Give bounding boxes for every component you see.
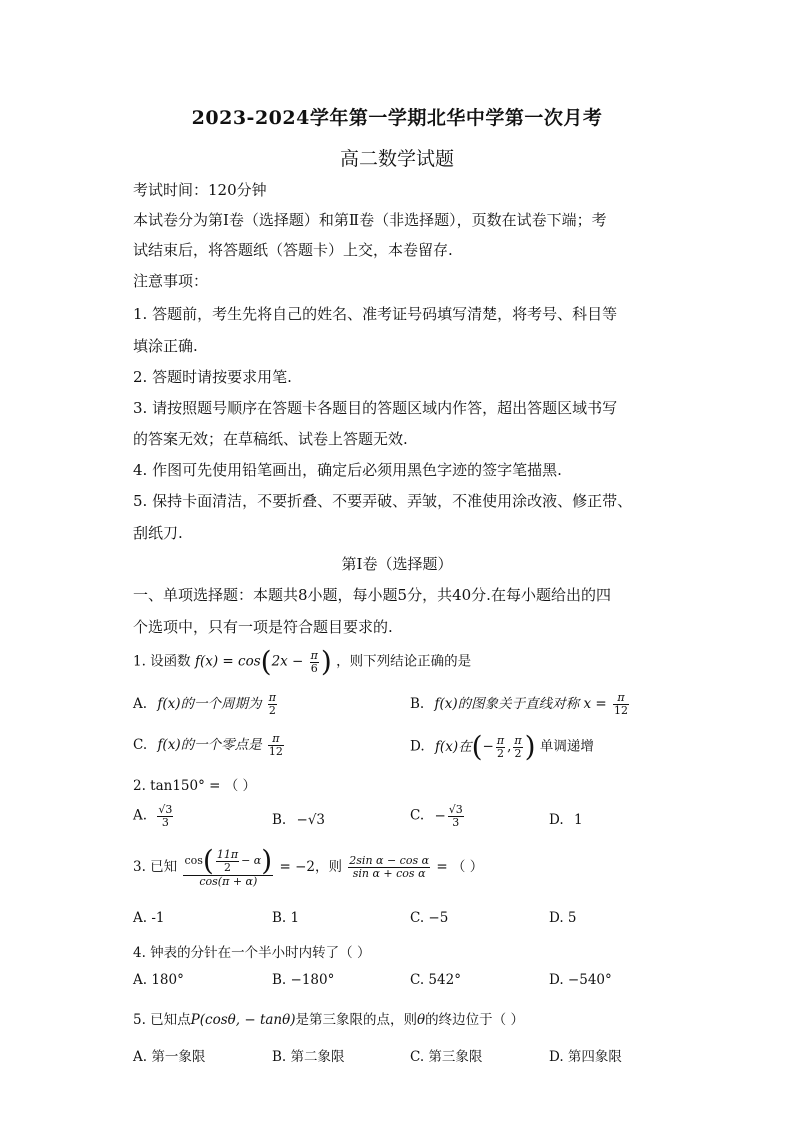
q3-inner-num: 11π bbox=[216, 847, 239, 861]
q2-a-num: √3 bbox=[158, 803, 173, 816]
q3-inner-den: 2 bbox=[223, 860, 231, 874]
q3-stem-b: = （ ） bbox=[436, 858, 484, 875]
q1-a-frac bbox=[268, 692, 277, 716]
q5-stem bbox=[133, 1008, 524, 1028]
q5-option-b: B. 第二象限 bbox=[272, 1049, 345, 1065]
section-title: 第Ⅰ卷（选择题） bbox=[341, 555, 453, 573]
q2-c-den: 3 bbox=[452, 815, 460, 829]
q1-a-text: f(x)的一个周期为 bbox=[157, 696, 262, 712]
notice-4: 4. 作图可先使用铅笔画出，确定后必须用黑色字迹的签字笔描黑. bbox=[133, 461, 562, 479]
q1-lparen: ( bbox=[260, 645, 272, 678]
q1-d-den2: 2 bbox=[514, 746, 522, 760]
notice-1b: 填涂正确. bbox=[133, 337, 198, 355]
q1-c-label: C. bbox=[133, 737, 148, 753]
q5-option-d: D. 第四象限 bbox=[549, 1049, 622, 1065]
q1-fx: f(x) = cos bbox=[194, 653, 261, 670]
q1-a-den: 2 bbox=[268, 704, 276, 717]
q3-lparen: ( bbox=[202, 844, 214, 877]
q1-d-rparen: ) bbox=[524, 730, 536, 763]
q2-option-d bbox=[549, 812, 583, 828]
exam-subtitle: 高二数学试题 bbox=[339, 148, 454, 170]
q3-frac2 bbox=[348, 855, 430, 879]
q5-point: P(cosθ, − tanθ) bbox=[190, 1012, 296, 1028]
q1-c-num: π bbox=[268, 733, 284, 746]
q1-b-x: x = bbox=[583, 696, 607, 712]
q1-b-den: 12 bbox=[613, 704, 628, 717]
q3-frac2-num: 2sin α − cos α bbox=[349, 854, 430, 868]
q5-stem-b: 是第三象限的点，则 bbox=[295, 1012, 418, 1028]
notice-5b: 刮纸刀. bbox=[133, 524, 183, 542]
q1-rparen: ) bbox=[320, 645, 332, 678]
q2-option-c bbox=[410, 804, 466, 828]
q1-option-b bbox=[410, 692, 631, 717]
q2-c-label: C. bbox=[410, 807, 425, 824]
q5-stem-c: 的终边位于（ ） bbox=[425, 1012, 524, 1028]
q1-c-frac bbox=[268, 733, 284, 757]
q3-rparen: ) bbox=[261, 844, 273, 877]
q2-a-frac bbox=[157, 804, 173, 828]
q2-stem: 2. tan150° = （ ） bbox=[133, 778, 257, 794]
q1-d-comma: , bbox=[507, 738, 512, 755]
q3-option-b: B. 1 bbox=[272, 910, 300, 926]
q1-b-text: f(x)的图象关于直线对称 bbox=[434, 696, 580, 712]
q1-d-label: D. bbox=[410, 738, 425, 755]
q1-d-lparen: ( bbox=[471, 730, 483, 763]
q3-option-a: A. -1 bbox=[133, 910, 165, 926]
q5-theta: θ bbox=[417, 1012, 426, 1028]
q1-stem bbox=[133, 645, 472, 678]
exam-time: 考试时间：120分钟 bbox=[133, 181, 267, 199]
q1-option-a bbox=[133, 692, 279, 717]
q1-stem-a: 1. 设函数 bbox=[133, 653, 191, 670]
notice-3a: 3. 请按照题号顺序在答题卡各题目的答题区域内作答，超出答题区域书写 bbox=[133, 399, 618, 417]
q1-d-text-b: 单调递增 bbox=[539, 738, 594, 755]
notice-1a: 1. 答题前，考生先将自己的姓名、准考证号码填写清楚，将考号、科目等 bbox=[133, 305, 618, 323]
q3-inner-tail: − α bbox=[241, 854, 262, 867]
q1-b-frac bbox=[613, 692, 629, 716]
q3-eq: = −2，则 bbox=[279, 858, 342, 875]
q1-b-num: π bbox=[613, 692, 629, 705]
q3-stem bbox=[133, 844, 484, 888]
q2-b-text: −√3 bbox=[296, 812, 326, 828]
q2-option-b bbox=[272, 812, 325, 828]
q1-c-den: 12 bbox=[268, 745, 283, 758]
q3-option-c: C. −5 bbox=[410, 910, 449, 926]
q2-a-den: 3 bbox=[161, 815, 169, 829]
q4-stem: 4. 钟表的分针在一个半小时内转了（ ） bbox=[133, 945, 371, 961]
intro-desc-line1: 本试卷分为第Ⅰ卷（选择题）和第Ⅱ卷（非选择题），页数在试卷下端；考 bbox=[133, 211, 607, 229]
q3-main-den: cos(π + α) bbox=[199, 875, 258, 888]
notice-3b: 的答案无效；在草稿纸、试卷上答题无效. bbox=[133, 430, 408, 448]
q1-d-num2: π bbox=[514, 733, 522, 747]
q1-frac-num: π bbox=[310, 648, 318, 662]
q3-frac2-den: sin α + cos α bbox=[352, 866, 426, 880]
intro-desc-line2: 试结束后，将答题纸（答题卡）上交，本卷留存. bbox=[133, 241, 453, 259]
q1-arg: 2x − bbox=[271, 653, 304, 670]
q5-stem-a: 5. 已知点 bbox=[133, 1012, 191, 1028]
q5-option-a: A. 第一象限 bbox=[133, 1049, 206, 1065]
q1-d-frac1 bbox=[496, 735, 505, 759]
q4-option-c: C. 542° bbox=[410, 972, 461, 988]
notice-5a: 5. 保持卡面清洁，不要折叠、不要弄破、弄皱，不准使用涂改液、修正带、 bbox=[133, 492, 633, 510]
q1-option-d bbox=[410, 730, 594, 763]
q3-inner-frac bbox=[216, 849, 239, 873]
q1-d-num1: π bbox=[496, 733, 505, 747]
q1-frac-pi6 bbox=[310, 650, 319, 674]
q1-d-frac2 bbox=[513, 735, 522, 759]
q1-c-text: f(x)的一个零点是 bbox=[157, 737, 262, 753]
section-instr-a: 一、单项选择题：本题共8小题，每小题5分，共40分.在每小题给出的四 bbox=[133, 586, 611, 604]
exam-title: 2023-2024学年第一学期北华中学第一次月考 bbox=[191, 107, 603, 129]
q2-a-label: A. bbox=[133, 807, 148, 824]
q1-option-c bbox=[133, 733, 286, 758]
q2-d-label: D. bbox=[549, 812, 564, 828]
notice-title: 注意事项： bbox=[133, 272, 209, 290]
q3-stem-a: 3. 已知 bbox=[133, 858, 178, 875]
q2-d-text: 1 bbox=[573, 812, 583, 828]
q1-d-text-a: f(x)在 bbox=[434, 738, 472, 755]
q2-c-minus: − bbox=[434, 807, 446, 824]
q3-option-d: D. 5 bbox=[549, 910, 577, 926]
q3-frac-main bbox=[183, 844, 273, 888]
q2-c-num: √3 bbox=[448, 803, 463, 816]
q4-option-d: D. −540° bbox=[549, 972, 612, 988]
q3-cos: cos bbox=[184, 854, 203, 867]
q1-d-minus: − bbox=[482, 738, 494, 755]
section-instr-b: 个选项中，只有一项是符合题目要求的. bbox=[133, 618, 393, 636]
q4-option-b: B. −180° bbox=[272, 972, 335, 988]
q1-frac-den: 6 bbox=[310, 661, 318, 675]
notice-2: 2. 答题时请按要求用笔. bbox=[133, 368, 292, 386]
q1-stem-b: ，则下列结论正确的是 bbox=[336, 653, 472, 670]
q2-c-frac bbox=[448, 804, 464, 828]
q4-option-a: A. 180° bbox=[133, 972, 184, 988]
q1-b-label: B. bbox=[410, 696, 425, 712]
q1-a-label: A. bbox=[133, 696, 148, 712]
q1-a-num: π bbox=[268, 691, 277, 705]
q5-option-c: C. 第三象限 bbox=[410, 1049, 483, 1065]
q3-main-num bbox=[183, 844, 273, 877]
q2-option-a bbox=[133, 804, 175, 828]
q1-d-den1: 2 bbox=[496, 746, 504, 760]
q2-b-label: B. bbox=[272, 812, 287, 828]
